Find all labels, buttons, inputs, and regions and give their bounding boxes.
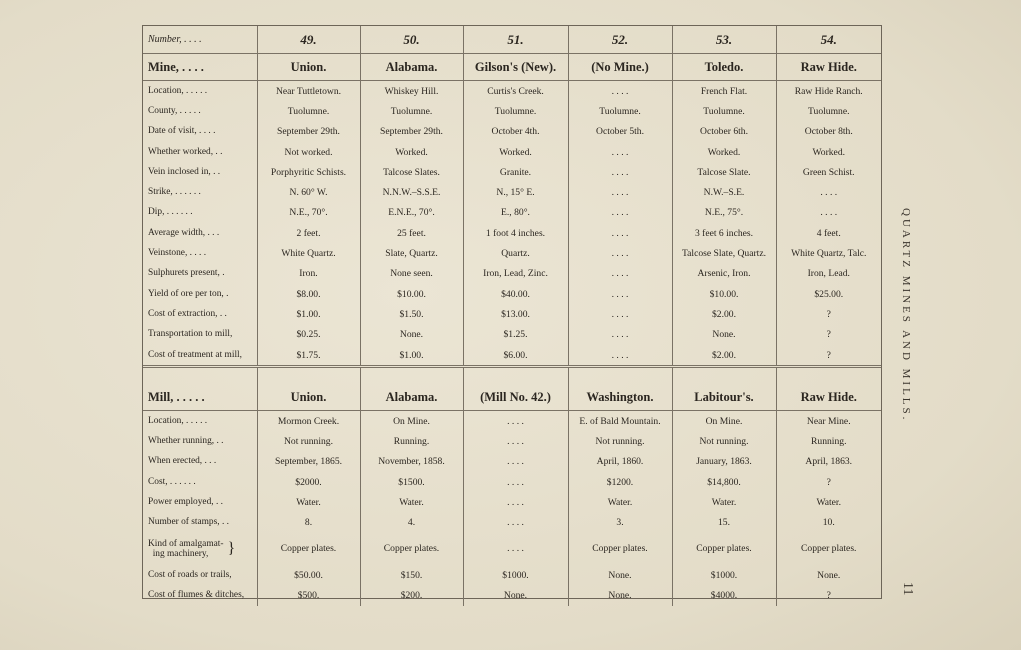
table-cell: . . . . bbox=[568, 203, 672, 223]
row-label: When erected, . . . bbox=[148, 456, 217, 467]
table-cell: Tuolumne. bbox=[257, 101, 360, 121]
table-cell: Tuolumne. bbox=[672, 101, 776, 121]
table-cell: ? bbox=[776, 345, 881, 367]
table-cell: Toledo. bbox=[672, 54, 776, 81]
table-cell: 4. bbox=[360, 513, 463, 533]
row-label: Date of visit, . . . . bbox=[148, 126, 216, 137]
divider-cell bbox=[257, 367, 360, 385]
table-cell: 3. bbox=[568, 513, 672, 533]
table-cell: 53. bbox=[672, 26, 776, 54]
table-cell: . . . . bbox=[568, 345, 672, 367]
table-cell: Arsenic, Iron. bbox=[672, 264, 776, 284]
row-label: Average width, . . . bbox=[148, 227, 220, 238]
table-cell: $2.00. bbox=[672, 345, 776, 367]
table-cell: On Mine. bbox=[360, 411, 463, 432]
mine-row bbox=[143, 81, 881, 102]
table-cell: Alabama. bbox=[360, 54, 463, 81]
table-cell: 15. bbox=[672, 513, 776, 533]
table-cell: $1.75. bbox=[257, 345, 360, 367]
mine-row bbox=[143, 325, 881, 345]
table-cell: Worked. bbox=[463, 142, 568, 162]
table-cell: Tuolumne. bbox=[568, 101, 672, 121]
table-cell: ? bbox=[776, 585, 881, 605]
table-cell: Whiskey Hill. bbox=[360, 81, 463, 102]
cost-row bbox=[143, 585, 881, 605]
table-cell: White Quartz. bbox=[257, 243, 360, 263]
table-cell: Worked. bbox=[776, 142, 881, 162]
table-cell: . . . . bbox=[776, 182, 881, 202]
table-cell: $40.00. bbox=[463, 284, 568, 304]
divider-cell bbox=[360, 367, 463, 385]
table-cell: Copper plates. bbox=[776, 533, 881, 565]
table-cell: Raw Hide. bbox=[776, 54, 881, 81]
mill-row bbox=[143, 513, 881, 533]
table-cell: Talcose Slate, Quartz. bbox=[672, 243, 776, 263]
mill-row bbox=[143, 492, 881, 512]
table-cell: Near Mine. bbox=[776, 411, 881, 432]
mine-row bbox=[143, 182, 881, 202]
mine-header-row bbox=[143, 54, 881, 81]
row-label: Location, . . . . . bbox=[148, 85, 208, 96]
table-cell: . . . . bbox=[776, 203, 881, 223]
table-cell: 3 feet 6 inches. bbox=[672, 223, 776, 243]
table-cell: Curtis's Creek. bbox=[463, 81, 568, 102]
table-cell: . . . . bbox=[463, 472, 568, 492]
table-cell: . . . . bbox=[463, 513, 568, 533]
mines-and-mills-table bbox=[142, 25, 882, 599]
table-cell: 50. bbox=[360, 26, 463, 54]
mine-row bbox=[143, 142, 881, 162]
table-cell: $4000. bbox=[672, 585, 776, 605]
table-cell: Worked. bbox=[360, 142, 463, 162]
table-cell: $2.00. bbox=[672, 304, 776, 324]
amalgamating-row bbox=[143, 533, 881, 565]
table-cell: $25.00. bbox=[776, 284, 881, 304]
table-cell: 4 feet. bbox=[776, 223, 881, 243]
table-cell: Not running. bbox=[672, 431, 776, 451]
table-cell: N.E., 75°. bbox=[672, 203, 776, 223]
table-cell: Iron, Lead. bbox=[776, 264, 881, 284]
table-cell: Granite. bbox=[463, 162, 568, 182]
mill-row bbox=[143, 431, 881, 451]
table-cell: $1.00. bbox=[257, 304, 360, 324]
number-row bbox=[143, 26, 881, 54]
table-cell: Labitour's. bbox=[672, 384, 776, 411]
table-cell: $150. bbox=[360, 565, 463, 585]
table-cell: $500. bbox=[257, 585, 360, 605]
table-cell: (Mill No. 42.) bbox=[463, 384, 568, 411]
row-label: Cost of flumes & ditches, bbox=[148, 589, 245, 600]
row-label: Dip, . . . . . . bbox=[148, 207, 193, 218]
table-cell: $1000. bbox=[672, 565, 776, 585]
table-cell: $1.00. bbox=[360, 345, 463, 367]
table-cell: White Quartz, Talc. bbox=[776, 243, 881, 263]
table-cell: None. bbox=[463, 585, 568, 605]
table-cell: . . . . bbox=[568, 304, 672, 324]
row-label: Cost of roads or trails, bbox=[148, 569, 232, 580]
table-cell: N.E., 70°. bbox=[257, 203, 360, 223]
table-cell: Raw Hide Ranch. bbox=[776, 81, 881, 102]
row-label: Mine, . . . . bbox=[143, 54, 257, 81]
table-cell: 52. bbox=[568, 26, 672, 54]
table-cell: . . . . bbox=[568, 325, 672, 345]
table-cell: ? bbox=[776, 325, 881, 345]
table-cell: $1500. bbox=[360, 472, 463, 492]
table-cell: $1200. bbox=[568, 472, 672, 492]
table-cell: . . . . bbox=[463, 533, 568, 565]
row-label: Mill, . . . . . bbox=[143, 384, 257, 411]
table-cell: N.W.–S.E. bbox=[672, 182, 776, 202]
row-label: Number of stamps, . . bbox=[148, 517, 229, 528]
table-cell: Water. bbox=[257, 492, 360, 512]
table-cell: April, 1863. bbox=[776, 452, 881, 472]
table-cell: $6.00. bbox=[463, 345, 568, 367]
table-cell: October 5th. bbox=[568, 122, 672, 142]
cost-row bbox=[143, 565, 881, 585]
mine-row bbox=[143, 264, 881, 284]
table-cell: $13.00. bbox=[463, 304, 568, 324]
data-table bbox=[143, 26, 881, 606]
table-cell: October 4th. bbox=[463, 122, 568, 142]
table-cell: None. bbox=[672, 325, 776, 345]
divider-cell bbox=[143, 367, 257, 385]
section-divider bbox=[143, 367, 881, 385]
mine-row bbox=[143, 203, 881, 223]
table-body bbox=[143, 26, 881, 606]
label-line: ing machinery, bbox=[152, 548, 209, 559]
table-cell: Washington. bbox=[568, 384, 672, 411]
table-cell: Running. bbox=[360, 431, 463, 451]
table-cell: None. bbox=[776, 565, 881, 585]
table-cell: September, 1865. bbox=[257, 452, 360, 472]
table-cell: . . . . bbox=[568, 284, 672, 304]
table-cell: E.N.E., 70°. bbox=[360, 203, 463, 223]
table-cell: ? bbox=[776, 472, 881, 492]
table-cell: . . . . bbox=[568, 142, 672, 162]
row-label: Number, . . . . bbox=[143, 26, 257, 54]
divider-cell bbox=[672, 367, 776, 385]
table-cell: 2 feet. bbox=[257, 223, 360, 243]
row-label: Whether worked, . . bbox=[148, 146, 223, 157]
table-cell: Running. bbox=[776, 431, 881, 451]
divider-cell bbox=[463, 367, 568, 385]
table-cell: Tuolumne. bbox=[360, 101, 463, 121]
table-cell: $10.00. bbox=[672, 284, 776, 304]
table-cell: N.N.W.–S.S.E. bbox=[360, 182, 463, 202]
table-cell: Talcose Slates. bbox=[360, 162, 463, 182]
row-label bbox=[148, 539, 224, 559]
row-label bbox=[143, 533, 257, 565]
table-cell: Copper plates. bbox=[568, 533, 672, 565]
table-cell: November, 1858. bbox=[360, 452, 463, 472]
mine-row bbox=[143, 101, 881, 121]
row-label: Cost of extraction, . . bbox=[148, 308, 227, 319]
table-cell: Not running. bbox=[257, 431, 360, 451]
table-cell: September 29th. bbox=[360, 122, 463, 142]
table-cell: $1.50. bbox=[360, 304, 463, 324]
table-cell: Water. bbox=[776, 492, 881, 512]
table-cell: N. 60° W. bbox=[257, 182, 360, 202]
table-cell: Iron. bbox=[257, 264, 360, 284]
table-cell: None seen. bbox=[360, 264, 463, 284]
row-label: Cost of treatment at mill, bbox=[148, 349, 242, 360]
row-label: Whether running, . . bbox=[148, 436, 224, 447]
label-line: Kind of amalgamat- bbox=[148, 538, 224, 549]
table-cell: . . . . bbox=[568, 243, 672, 263]
mine-row bbox=[143, 243, 881, 263]
table-cell: None. bbox=[568, 565, 672, 585]
table-cell: Worked. bbox=[672, 142, 776, 162]
table-cell: Not running. bbox=[568, 431, 672, 451]
table-cell: April, 1860. bbox=[568, 452, 672, 472]
table-cell: ? bbox=[776, 304, 881, 324]
mine-row bbox=[143, 284, 881, 304]
table-cell: $14,800. bbox=[672, 472, 776, 492]
table-cell: Tuolumne. bbox=[463, 101, 568, 121]
row-label: Yield of ore per ton, . bbox=[148, 288, 229, 299]
table-cell: . . . . bbox=[463, 411, 568, 432]
table-cell: Not worked. bbox=[257, 142, 360, 162]
mine-row bbox=[143, 304, 881, 324]
mine-row bbox=[143, 223, 881, 243]
table-cell: Green Schist. bbox=[776, 162, 881, 182]
table-cell: $1.25. bbox=[463, 325, 568, 345]
page-number: 11 bbox=[900, 582, 915, 596]
table-cell: Porphyritic Schists. bbox=[257, 162, 360, 182]
table-cell: Water. bbox=[672, 492, 776, 512]
running-head: QUARTZ MINES AND MILLS. bbox=[900, 208, 912, 423]
table-cell: 51. bbox=[463, 26, 568, 54]
row-label: Veinstone, . . . . bbox=[148, 248, 207, 259]
table-cell: Copper plates. bbox=[672, 533, 776, 565]
table-cell: $2000. bbox=[257, 472, 360, 492]
row-label: Location, . . . . . bbox=[148, 415, 208, 426]
row-label: Power employed, . . bbox=[148, 496, 223, 507]
divider-cell bbox=[776, 367, 881, 385]
table-cell: $10.00. bbox=[360, 284, 463, 304]
table-cell: October 8th. bbox=[776, 122, 881, 142]
row-label: Sulphurets present, . bbox=[148, 268, 225, 279]
mine-row bbox=[143, 345, 881, 367]
table-cell: Quartz. bbox=[463, 243, 568, 263]
table-cell: Iron, Lead, Zinc. bbox=[463, 264, 568, 284]
table-cell: None. bbox=[568, 585, 672, 605]
row-label: Transportation to mill, bbox=[148, 329, 233, 340]
table-cell: . . . . bbox=[568, 162, 672, 182]
table-cell: None. bbox=[360, 325, 463, 345]
table-cell: 49. bbox=[257, 26, 360, 54]
table-cell: $0.25. bbox=[257, 325, 360, 345]
table-cell: $200. bbox=[360, 585, 463, 605]
table-cell: Union. bbox=[257, 384, 360, 411]
table-cell: 8. bbox=[257, 513, 360, 533]
table-cell: 25 feet. bbox=[360, 223, 463, 243]
divider-cell bbox=[568, 367, 672, 385]
table-cell: N., 15° E. bbox=[463, 182, 568, 202]
mill-row bbox=[143, 452, 881, 472]
table-cell: January, 1863. bbox=[672, 452, 776, 472]
table-cell: Copper plates. bbox=[257, 533, 360, 565]
table-cell: E. of Bald Mountain. bbox=[568, 411, 672, 432]
row-label: Strike, . . . . . . bbox=[148, 187, 201, 198]
table-cell: E., 80°. bbox=[463, 203, 568, 223]
mine-row bbox=[143, 162, 881, 182]
table-cell: Water. bbox=[568, 492, 672, 512]
table-cell: (No Mine.) bbox=[568, 54, 672, 81]
table-cell: 10. bbox=[776, 513, 881, 533]
table-cell: Alabama. bbox=[360, 384, 463, 411]
brace: } bbox=[227, 540, 236, 558]
table-cell: Gilson's (New). bbox=[463, 54, 568, 81]
table-cell: French Flat. bbox=[672, 81, 776, 102]
table-cell: Mormon Creek. bbox=[257, 411, 360, 432]
table-cell: $1000. bbox=[463, 565, 568, 585]
table-cell: Slate, Quartz. bbox=[360, 243, 463, 263]
table-cell: Talcose Slate. bbox=[672, 162, 776, 182]
row-label: Cost, . . . . . . bbox=[148, 476, 196, 487]
table-cell: . . . . bbox=[568, 182, 672, 202]
table-cell: Raw Hide. bbox=[776, 384, 881, 411]
table-cell: $8.00. bbox=[257, 284, 360, 304]
table-cell: September 29th. bbox=[257, 122, 360, 142]
table-cell: October 6th. bbox=[672, 122, 776, 142]
table-cell: Tuolumne. bbox=[776, 101, 881, 121]
table-cell: Union. bbox=[257, 54, 360, 81]
table-cell: . . . . bbox=[463, 452, 568, 472]
table-cell: . . . . bbox=[568, 223, 672, 243]
table-cell: On Mine. bbox=[672, 411, 776, 432]
table-cell: 1 foot 4 inches. bbox=[463, 223, 568, 243]
mill-row bbox=[143, 472, 881, 492]
table-cell: Near Tuttletown. bbox=[257, 81, 360, 102]
table-cell: Water. bbox=[360, 492, 463, 512]
table-cell: Copper plates. bbox=[360, 533, 463, 565]
mill-header-row bbox=[143, 384, 881, 411]
row-label: County, . . . . . bbox=[148, 105, 201, 116]
table-cell: . . . . bbox=[463, 492, 568, 512]
table-cell: 54. bbox=[776, 26, 881, 54]
mill-row bbox=[143, 411, 881, 432]
row-label: Vein inclosed in, . . bbox=[148, 166, 221, 177]
table-cell: $50.00. bbox=[257, 565, 360, 585]
table-cell: . . . . bbox=[568, 81, 672, 102]
table-cell: . . . . bbox=[463, 431, 568, 451]
table-cell: . . . . bbox=[568, 264, 672, 284]
mine-row bbox=[143, 122, 881, 142]
